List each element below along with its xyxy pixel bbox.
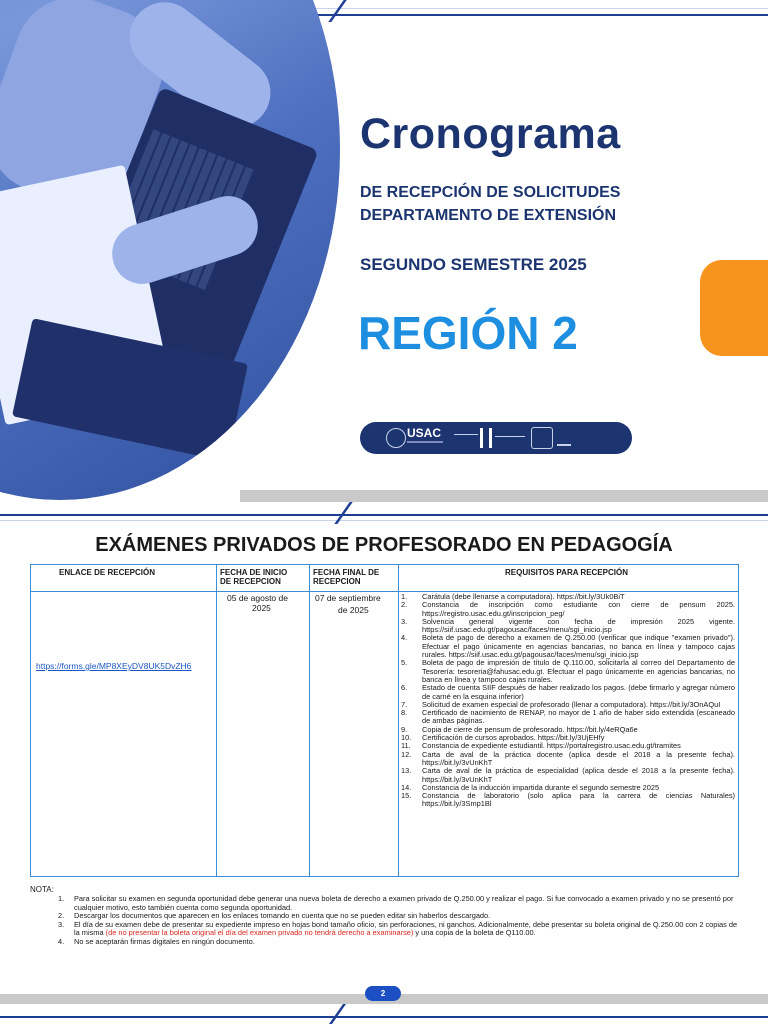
note-text-main: Para solicitar su examen en segunda oportunidad debe generar una nueva boleta de derecho a examen privado de Q.250.00 y realizar el pago. Si fue convocado a examen privado y no se presentó por cualquier motivo, esto también cuenta como segunda oportunidad. (74, 894, 734, 912)
note-text (74, 938, 255, 947)
header-requirements: REQUISITOS PARA RECEPCIÓN (505, 568, 628, 577)
requirement-text: Certificado de nacimiento de RENAP, no mayor de 1 año de haber sido extendida (escaneado de ambas páginas. (422, 708, 735, 726)
requirement-item (401, 601, 735, 618)
subtitle-line-2: DEPARTAMENTO DE EXTENSIÓN (360, 207, 617, 224)
header-end-date-1: FECHA FINAL DE (313, 568, 380, 577)
requirement-item (401, 618, 735, 635)
mid-thin-line (0, 520, 768, 521)
requirement-text: Carta de aval de la práctica docente (aplica desde el 2018 a la presente fecha). https://bit.ly/3vUnKhT (422, 749, 735, 767)
table-col-divider (398, 565, 399, 876)
mid-accent-line (0, 514, 768, 516)
schedule-table (30, 564, 739, 877)
extension-logo-icon (531, 427, 553, 449)
requirement-number: 4. (401, 633, 408, 643)
orange-side-tab (700, 260, 768, 356)
requirement-number: 5. (401, 658, 408, 668)
notes-label: NOTA: (30, 885, 54, 894)
note-number: 4. (58, 936, 65, 946)
requirement-text: Constancia de expediente estudiantil. https://portalregistro.usac.edu.gt/tramites (422, 741, 681, 751)
requirement-text: Boleta de pago de derecho a examen de Q.250.00 (verificar que indique "examen privado"). Efectuar el pago únicamente en agencias bancarias, no banca en línea y tampoco cajas rurales. https://siif.usac.edu.gt/pagousac/faces/menu/sgi_inicio.jsp (422, 633, 735, 660)
header-link: ENLACE DE RECEPCIÓN (59, 568, 156, 577)
footer-slash-decoration (329, 1004, 346, 1024)
usac-logo-text: USAC (407, 426, 442, 440)
note-number: 1. (58, 894, 65, 903)
note-warning-text: (de no presentar la boleta original el día del examen privado no tendrá derecho a examinarse) (105, 928, 414, 938)
requirement-text: Solicitud de examen especial de profesorado (llenar a computadora). https://bit.ly/3OnAQuI (422, 699, 721, 709)
requirement-number: 6. (401, 683, 408, 693)
semester-label: SEGUNDO SEMESTRE 2025 (360, 255, 587, 274)
hero-photo (0, 0, 340, 500)
institution-logos (360, 422, 632, 454)
note-item (58, 921, 738, 938)
note-text-after: y una copia de la boleta de Q110.00. (413, 928, 536, 938)
requirement-item (401, 792, 735, 809)
note-item (58, 938, 738, 947)
requirement-text: Constancia de laboratorio (solo aplica para la carrera de ciencias Naturales) https://bit.ly/3Smp1Bl (422, 791, 735, 809)
requirement-text: Solvencia general vigente con fecha de impresión 2025 vigente. https://siif.usac.edu.gt/pagousac/faces/menu/sgi_inicio.jsp (422, 616, 735, 635)
requirement-text: Certificación de cursos aprobados. https://bit.ly/3UjEHfy (422, 733, 605, 743)
header-end-date-2: RECEPCION (313, 577, 361, 586)
subtitle-line-1: DE RECEPCIÓN DE SOLICITUDES (360, 184, 621, 201)
requirement-item (401, 709, 735, 726)
end-date-line-2: de 2025 (338, 605, 369, 615)
requirement-number: 11. (401, 741, 411, 751)
requirements-list (401, 593, 735, 809)
section-title: EXÁMENES PRIVADOS DE PROFESORADO EN PEDAGOGÍA (95, 534, 673, 556)
requirement-text: Boleta de pago de impresión de título de Q.110.00, solicitarla al correo del Departamento de Tesorería: tesoreria@fahusac.edu.gt. Efectuar el pago únicamente en agencias bancarias, no banca en línea y tampoco cajas rurales. (422, 658, 735, 684)
start-date-line-1: 05 de agosto de (227, 593, 288, 603)
table-header-divider (31, 591, 738, 592)
requirement-number: 10. (401, 733, 412, 743)
requirement-number: 12. (401, 749, 412, 759)
requirement-number: 14. (401, 782, 412, 792)
extension-logo-mark-icon (557, 430, 571, 446)
faculty-logo-text-line (454, 434, 478, 435)
note-item (58, 895, 738, 912)
note-text (74, 921, 738, 938)
region-label: REGIÓN 2 (358, 307, 578, 359)
end-date-line-1: 07 de septiembre (315, 593, 381, 603)
requirement-text: Estado de cuenta SIIF después de haber realizado los pagos. (debe firmarlo y agregar número de carné en la esquina inferior) (422, 683, 735, 701)
requirement-number: 15. (401, 791, 412, 801)
top-slash-decoration (328, 0, 346, 22)
footer-accent-line (0, 1016, 768, 1018)
requirement-text: Copia de cierre de pensum de profesorado. https://bit.ly/4eRQa6e (422, 724, 638, 734)
requirement-number: 13. (401, 766, 412, 776)
note-text-main: El día de su examen debe de presentar su expediente impreso en hojas bond tamaño oficio, sin perforaciones, ni ganchos. Adicionalmente, debe presentar su boleta original de Q.250.00 con 2 copias de la misma (74, 919, 738, 938)
page-title: Cronograma (360, 110, 621, 158)
requirement-text: Carta de aval de la práctica de especialidad (aplica desde el 2018 a la presente fecha). https://bit.ly/3vUnKhT (422, 766, 735, 784)
note-text-main: No se aceptarán firmas digitales en ningún documento. (74, 936, 255, 946)
table-col-divider (216, 565, 217, 876)
requirement-number: 2. (401, 600, 408, 610)
note-number: 2. (58, 911, 65, 921)
requirement-number: 7. (401, 699, 408, 709)
note-text (74, 895, 738, 912)
faculty-logo-subline (495, 436, 525, 437)
requirement-item (401, 634, 735, 659)
requirement-number: 1. (401, 592, 408, 601)
header-start-date-2: DE RECEPCION (220, 577, 281, 586)
faculty-logo-icon (480, 428, 492, 448)
header-start-date-1: FECHA DE INICIO (220, 568, 288, 577)
page-number: 2 (365, 986, 401, 1001)
gray-divider-bar (240, 490, 768, 502)
requirement-item (401, 751, 735, 768)
requirement-text: Constancia de inscripción como estudiante con cierre de pensum 2025. https://registro.usac.edu.gt/inscripcion_peg/ (422, 600, 735, 618)
note-number: 3. (58, 919, 65, 929)
requirement-item (401, 659, 735, 684)
requirement-item (401, 684, 735, 701)
usac-logo-subline (407, 441, 443, 443)
reception-form-link[interactable]: https://forms.gle/MP8XEyDV8UK5DvZH6 (36, 661, 192, 671)
requirement-number: 8. (401, 708, 408, 718)
requirement-number: 3. (401, 616, 408, 626)
requirement-text: Carátula (debe llenarse a computadora). https://bit.ly/3Uk0BiT (422, 592, 625, 601)
note-text-main: Descargar los documentos que aparecen en los enlaces tomando en cuenta que no se pueden editar sin haberlos descargado. (74, 911, 491, 921)
requirement-text: Constancia de la inducción impartida durante el segundo semestre 2025 (422, 782, 660, 792)
requirement-item (401, 767, 735, 784)
requirement-number: 9. (401, 724, 408, 734)
table-col-divider (309, 565, 310, 876)
start-date-line-2: 2025 (252, 603, 271, 613)
notes-list (58, 895, 738, 947)
usac-seal-icon (386, 428, 406, 448)
